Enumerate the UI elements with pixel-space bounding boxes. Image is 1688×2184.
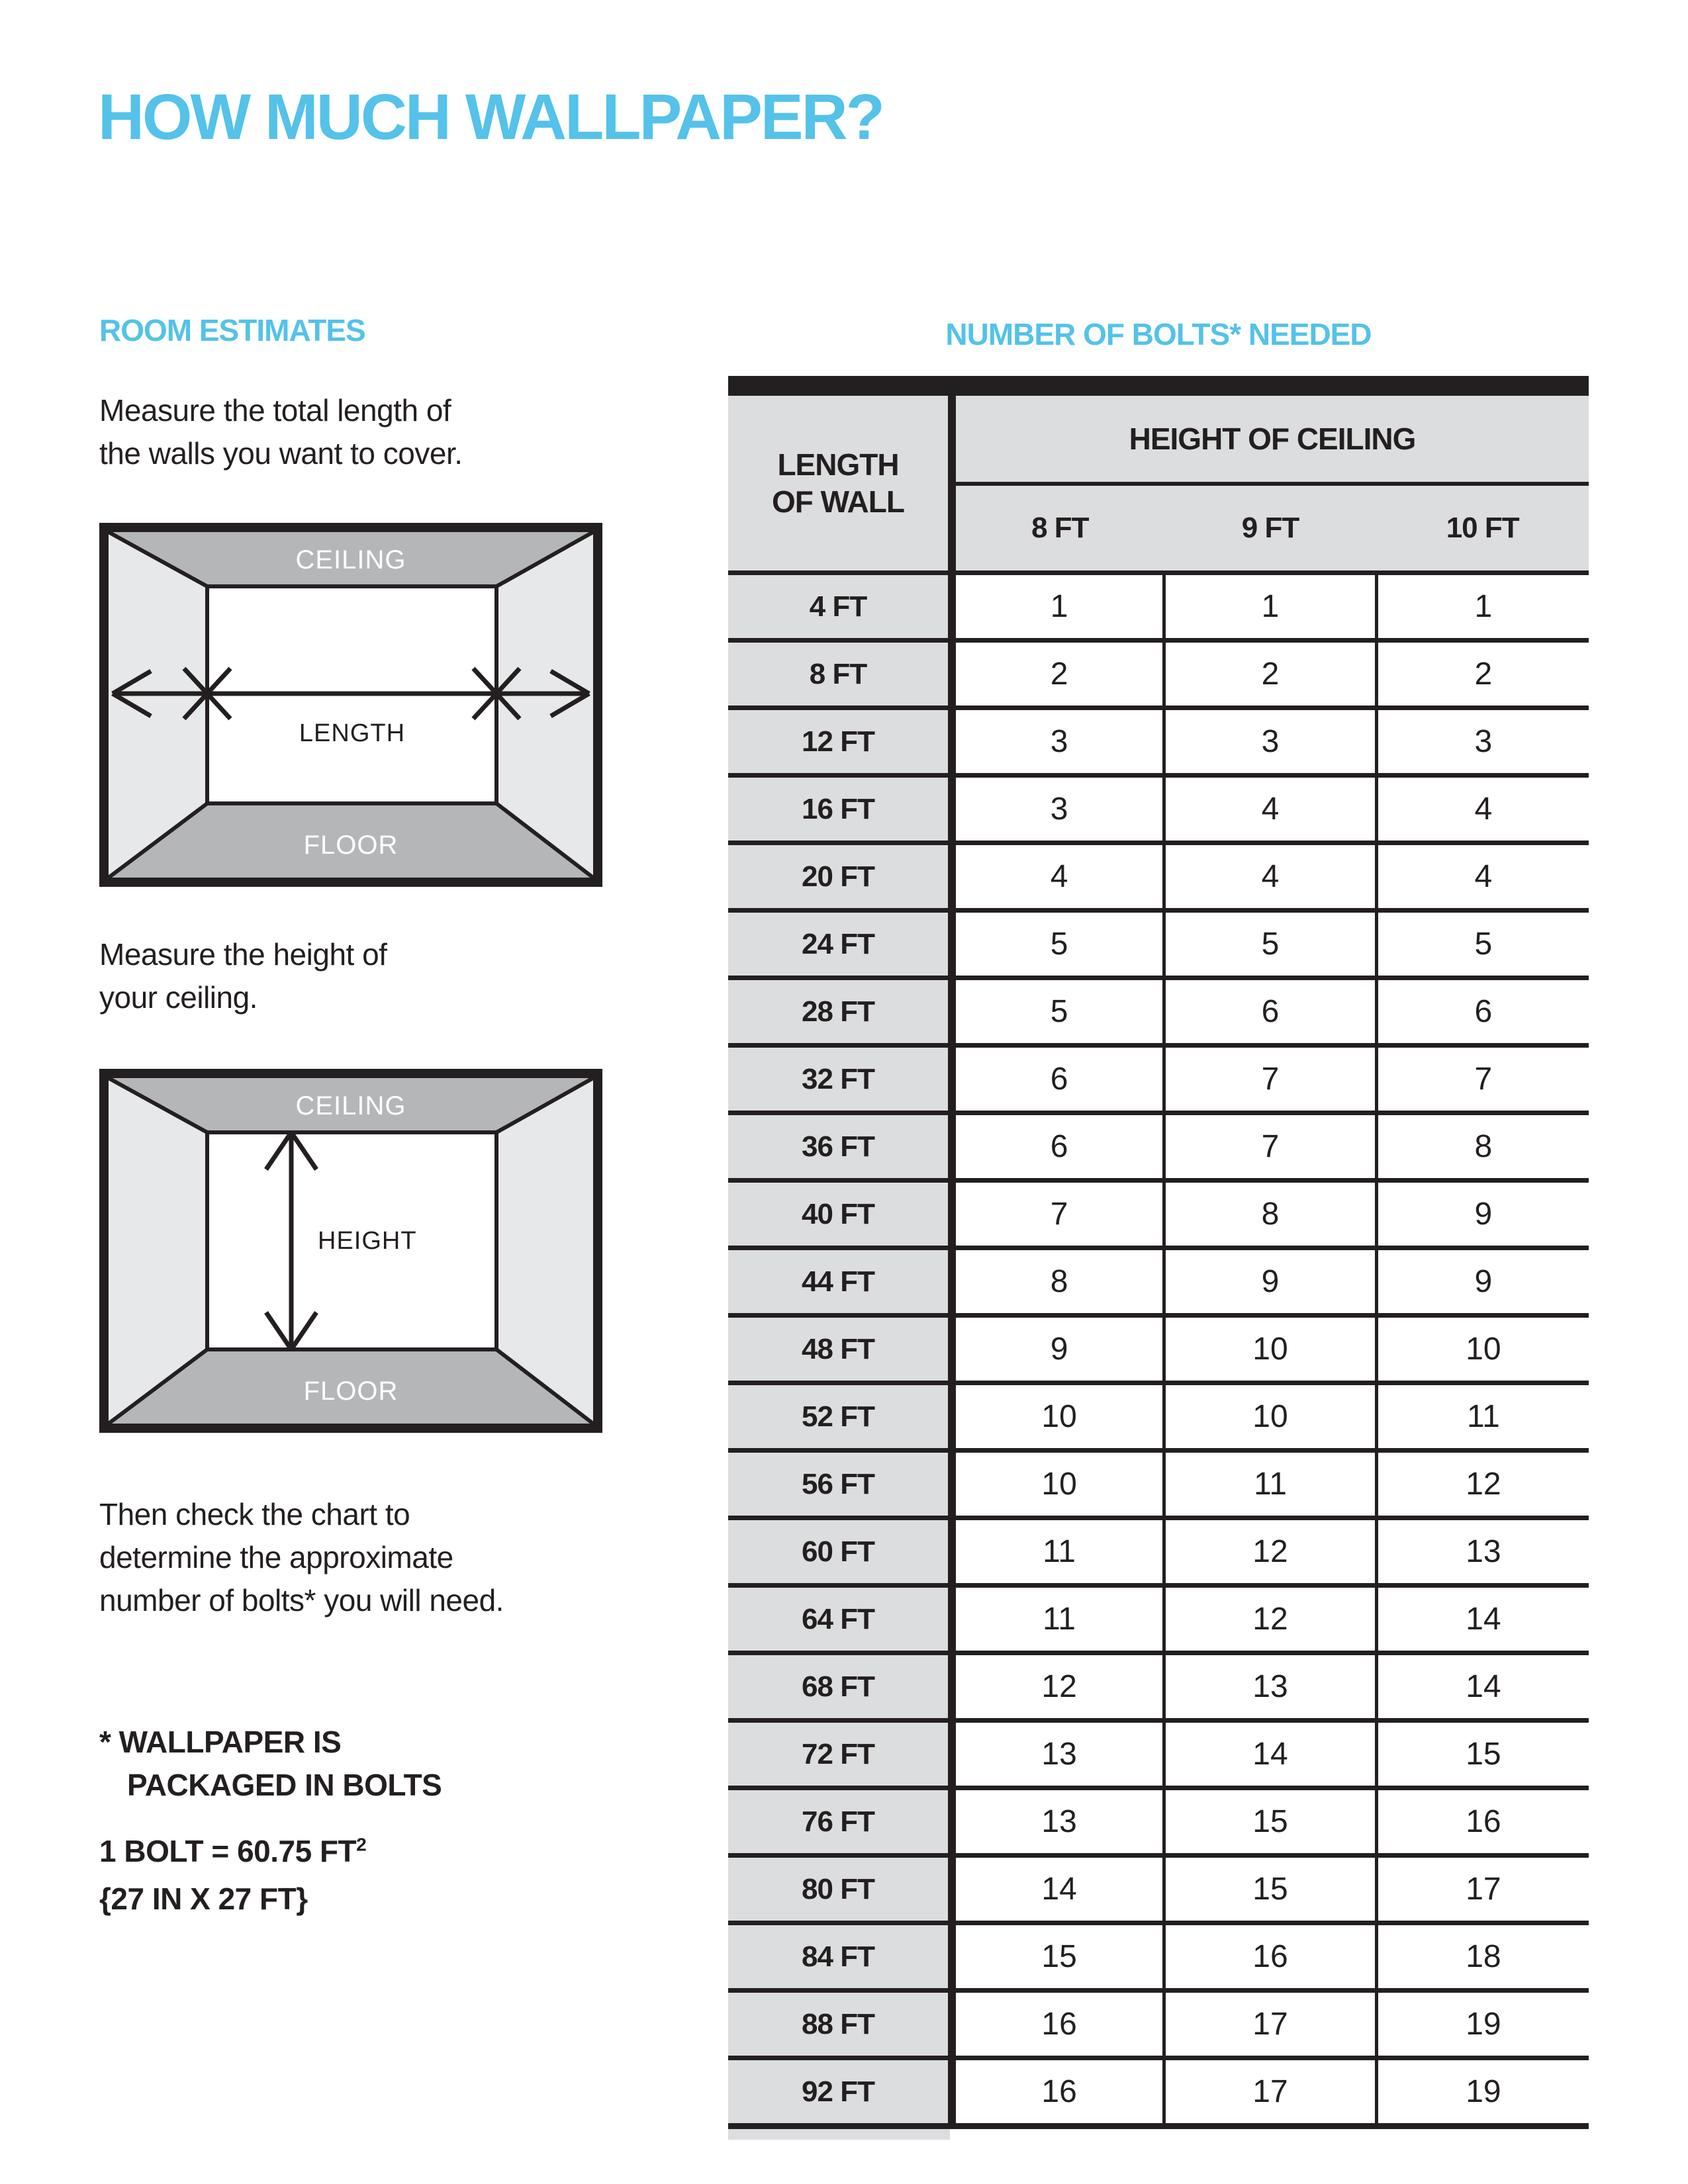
bolt-count-cell: 1	[952, 573, 1164, 641]
wall-length-label: 76 FT	[728, 1788, 952, 1856]
row-header-line: OF WALL	[772, 484, 904, 519]
bolt-count-cell: 15	[952, 1923, 1164, 1991]
column-header-10ft: 10 FT	[1376, 484, 1589, 573]
bolt-equation-superscript: 2	[356, 1834, 367, 1855]
bolt-count-cell: 2	[1164, 641, 1377, 708]
table-row	[728, 911, 1589, 978]
bolt-count-cell: 6	[952, 1046, 1164, 1113]
bolt-count-cell: 1	[1376, 573, 1589, 641]
table-row	[728, 708, 1589, 776]
table-row	[728, 776, 1589, 843]
instruction-measure-height	[99, 933, 387, 1019]
instruction-measure-length	[99, 389, 463, 475]
bolt-equation-text: 1 BOLT = 60.75 FT	[99, 1834, 357, 1868]
bolt-count-cell: 8	[952, 1248, 1164, 1316]
length-label: LENGTH	[299, 719, 406, 747]
ceiling-label: CEILING	[295, 1091, 406, 1120]
instruction-line: Measure the total length of	[99, 393, 451, 428]
table-top-bar	[728, 376, 1589, 396]
room-length-diagram-svg	[99, 523, 602, 887]
bolt-count-cell: 4	[1376, 776, 1589, 843]
table-row	[728, 1923, 1589, 1991]
table-row	[728, 1788, 1589, 1856]
bolts-table-title: NUMBER OF BOLTS* NEEDED	[945, 317, 1372, 351]
label-column-bleed	[728, 2129, 950, 2140]
wall-length-label: 44 FT	[728, 1248, 952, 1316]
bolt-count-cell: 6	[952, 1113, 1164, 1181]
wall-length-label: 60 FT	[728, 1518, 952, 1586]
bolt-count-cell: 10	[1164, 1383, 1377, 1451]
bolt-count-cell: 8	[1164, 1181, 1377, 1248]
column-header-9ft: 9 FT	[1164, 484, 1377, 573]
page-title: HOW MUCH WALLPAPER?	[98, 81, 883, 153]
bolt-footnote	[99, 1721, 442, 1807]
table-row	[728, 1316, 1589, 1383]
bolt-count-cell: 19	[1376, 2058, 1589, 2126]
wall-length-label: 12 FT	[728, 708, 952, 776]
room-estimates-heading: ROOM ESTIMATES	[99, 313, 365, 347]
wall-length-label: 48 FT	[728, 1316, 952, 1383]
ceiling-label: CEILING	[295, 545, 406, 574]
bolt-count-cell: 8	[1376, 1113, 1589, 1181]
bolt-count-cell: 4	[952, 843, 1164, 911]
room-length-diagram	[99, 523, 602, 887]
wall-length-label: 24 FT	[728, 911, 952, 978]
instruction-line: your ceiling.	[99, 980, 258, 1015]
bolt-count-cell: 5	[1164, 911, 1377, 978]
wall-length-label: 84 FT	[728, 1923, 952, 1991]
bolt-count-cell: 4	[1164, 776, 1377, 843]
bolt-count-cell: 14	[952, 1856, 1164, 1923]
bolt-count-cell: 10	[1376, 1316, 1589, 1383]
bolt-count-cell: 15	[1164, 1856, 1377, 1923]
bolts-table-wrap	[728, 376, 1589, 2140]
bolt-count-cell: 16	[952, 1991, 1164, 2058]
table-row	[728, 1113, 1589, 1181]
room-height-diagram	[99, 1069, 602, 1433]
bolt-count-cell: 4	[1164, 843, 1377, 911]
bolt-count-cell: 16	[1376, 1788, 1589, 1856]
row-header-line: LENGTH	[777, 447, 899, 482]
bolt-count-cell: 16	[1164, 1923, 1377, 1991]
bolt-count-cell: 15	[1376, 1721, 1589, 1788]
bolt-count-cell: 12	[1164, 1586, 1377, 1653]
table-row	[728, 1046, 1589, 1113]
wall-length-label: 88 FT	[728, 1991, 952, 2058]
table-row	[728, 573, 1589, 641]
wall-length-label: 92 FT	[728, 2058, 952, 2126]
instruction-check-chart	[99, 1493, 504, 1622]
wall-length-label: 68 FT	[728, 1653, 952, 1721]
table-head	[728, 396, 1589, 573]
bolt-count-cell: 3	[1164, 708, 1377, 776]
bolt-count-cell: 7	[1164, 1046, 1377, 1113]
table-row	[728, 1181, 1589, 1248]
bolt-count-cell: 6	[1164, 978, 1377, 1046]
table-row	[728, 2058, 1589, 2126]
bolt-count-cell: 11	[1376, 1383, 1589, 1451]
table-row	[728, 1383, 1589, 1451]
bolt-count-cell: 14	[1376, 1653, 1589, 1721]
floor-label: FLOOR	[303, 831, 399, 860]
bolt-count-cell: 7	[1376, 1046, 1589, 1113]
bolt-count-cell: 3	[952, 708, 1164, 776]
height-label: HEIGHT	[318, 1227, 417, 1255]
table-row	[728, 641, 1589, 708]
bolt-count-cell: 17	[1376, 1856, 1589, 1923]
bolt-count-cell: 17	[1164, 1991, 1377, 2058]
wall-length-label: 52 FT	[728, 1383, 952, 1451]
bolt-count-cell: 19	[1376, 1991, 1589, 2058]
row-header-cell	[728, 396, 952, 573]
bolt-dimensions: {27 IN X 27 FT}	[99, 1882, 308, 1916]
bolt-count-cell: 12	[1164, 1518, 1377, 1586]
bolt-count-cell: 10	[952, 1451, 1164, 1518]
bolt-count-cell: 10	[952, 1383, 1164, 1451]
bolt-count-cell: 9	[1164, 1248, 1377, 1316]
bolt-count-cell: 14	[1164, 1721, 1377, 1788]
bolt-count-cell: 3	[952, 776, 1164, 843]
bolt-count-cell: 13	[952, 1788, 1164, 1856]
table-row	[728, 843, 1589, 911]
instruction-line: determine the approximate	[99, 1540, 453, 1574]
footnote-line: PACKAGED IN BOLTS	[127, 1768, 442, 1802]
wall-length-label: 36 FT	[728, 1113, 952, 1181]
bolt-count-cell: 11	[952, 1518, 1164, 1586]
bolt-count-cell: 11	[952, 1586, 1164, 1653]
table-row	[728, 1248, 1589, 1316]
bolt-count-cell: 9	[952, 1316, 1164, 1383]
table-row	[728, 1586, 1589, 1653]
floor-label: FLOOR	[303, 1377, 399, 1406]
bolt-count-cell: 3	[1376, 708, 1589, 776]
wall-length-label: 8 FT	[728, 641, 952, 708]
bolt-count-cell: 4	[1376, 843, 1589, 911]
bolt-count-cell: 2	[952, 641, 1164, 708]
instruction-line: the walls you want to cover.	[99, 436, 463, 471]
bolt-count-cell: 14	[1376, 1586, 1589, 1653]
bolt-table-body	[728, 573, 1589, 2126]
bolt-count-cell: 5	[952, 978, 1164, 1046]
bolt-count-cell: 16	[952, 2058, 1164, 2126]
instruction-line: Measure the height of	[99, 937, 387, 972]
table-row	[728, 1518, 1589, 1586]
bolt-count-cell: 15	[1164, 1788, 1377, 1856]
column-header-8ft: 8 FT	[952, 484, 1164, 573]
wall-length-label: 4 FT	[728, 573, 952, 641]
wall-length-label: 80 FT	[728, 1856, 952, 1923]
wall-length-label: 16 FT	[728, 776, 952, 843]
bolt-count-cell: 12	[1376, 1451, 1589, 1518]
bolt-count-cell: 9	[1376, 1248, 1589, 1316]
wall-length-label: 28 FT	[728, 978, 952, 1046]
bolt-count-cell: 5	[1376, 911, 1589, 978]
wall-length-label: 40 FT	[728, 1181, 952, 1248]
bolts-needed-table	[728, 396, 1589, 2129]
table-row	[728, 1451, 1589, 1518]
bolt-equation	[99, 1833, 366, 1869]
bolt-count-cell: 2	[1376, 641, 1589, 708]
bolt-count-cell: 5	[952, 911, 1164, 978]
bolt-count-cell: 12	[952, 1653, 1164, 1721]
bolt-count-cell: 17	[1164, 2058, 1377, 2126]
room-height-diagram-svg	[99, 1069, 602, 1433]
bolt-count-cell: 7	[1164, 1113, 1377, 1181]
table-row	[728, 1856, 1589, 1923]
bolt-count-cell: 13	[1164, 1653, 1377, 1721]
bolt-count-cell: 7	[952, 1181, 1164, 1248]
table-row	[728, 1991, 1589, 2058]
bolt-count-cell: 6	[1376, 978, 1589, 1046]
wall-length-label: 72 FT	[728, 1721, 952, 1788]
footnote-line: * WALLPAPER IS	[99, 1725, 342, 1759]
wall-length-label: 64 FT	[728, 1586, 952, 1653]
bolt-count-cell: 9	[1376, 1181, 1589, 1248]
table-row	[728, 1653, 1589, 1721]
column-group-header-cell: HEIGHT OF CEILING	[952, 396, 1589, 484]
bolt-count-cell: 10	[1164, 1316, 1377, 1383]
instruction-line: number of bolts* you will need.	[99, 1583, 504, 1617]
bolt-count-cell: 13	[952, 1721, 1164, 1788]
bolt-count-cell: 11	[1164, 1451, 1377, 1518]
wall-length-label: 56 FT	[728, 1451, 952, 1518]
table-row	[728, 1721, 1589, 1788]
instruction-line: Then check the chart to	[99, 1497, 410, 1531]
wall-length-label: 20 FT	[728, 843, 952, 911]
bolt-count-cell: 13	[1376, 1518, 1589, 1586]
table-row	[728, 978, 1589, 1046]
bolt-count-cell: 1	[1164, 573, 1377, 641]
bolt-count-cell: 18	[1376, 1923, 1589, 1991]
wall-length-label: 32 FT	[728, 1046, 952, 1113]
